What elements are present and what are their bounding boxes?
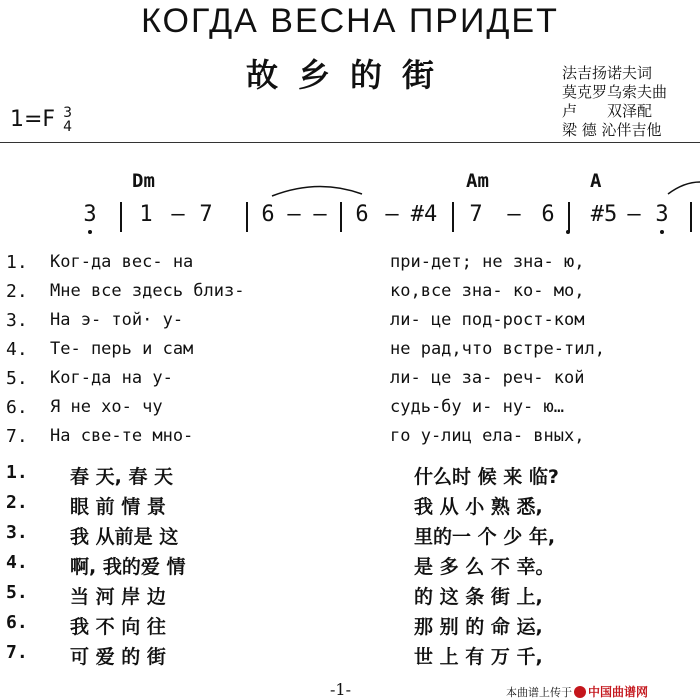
- lyric-second-half: ко,все зна- ко- мо,: [390, 281, 585, 301]
- note: 1: [139, 202, 153, 227]
- lyric-first-half: На све-те мно-: [50, 426, 194, 446]
- note: 7: [199, 202, 213, 227]
- note: #4: [410, 202, 438, 227]
- page-number: -1-: [330, 680, 351, 699]
- dash-note: —: [507, 202, 521, 227]
- site-logo-icon: [574, 686, 586, 698]
- time-top: 3: [63, 105, 73, 121]
- lyric-line: [0, 612, 700, 640]
- bar-line: [568, 202, 570, 232]
- lyric-first-half: Ког-да на у-: [50, 368, 173, 388]
- chord-dm: Dm: [132, 170, 155, 192]
- lyric-first-half: На э- той· у-: [50, 310, 184, 330]
- dash-note: —: [287, 202, 301, 227]
- credits-block: [562, 64, 667, 140]
- note: 7: [469, 202, 483, 227]
- key-label: 1=F: [10, 107, 56, 132]
- lyric-second-half: 什么时 候 来 临?: [414, 466, 559, 488]
- note: 3: [83, 202, 97, 227]
- lyric-line: [0, 582, 700, 610]
- lyric-first-half: 我 不 向 往: [70, 616, 166, 638]
- lyric-first-half: Ког-да вес- на: [50, 252, 194, 272]
- lyric-second-half: ли- це за- реч- кой: [390, 368, 585, 388]
- verse-number: 7.: [6, 426, 28, 447]
- lyric-second-half: 那 别 的 命 运,: [414, 616, 543, 638]
- lyric-second-half: 是 多 么 不 幸。: [414, 556, 555, 578]
- lyric-second-half: судь-бу и- ну- ю…: [390, 397, 564, 417]
- octave-dot: [660, 230, 664, 234]
- time-bottom: 4: [63, 119, 73, 135]
- site-prefix: 本曲谱上传于: [506, 686, 572, 699]
- note: 3: [655, 202, 669, 227]
- lyric-line: [0, 642, 700, 670]
- lyric-first-half: 当 河 岸 边: [70, 586, 166, 608]
- lyric-line: [0, 339, 700, 367]
- lyric-line: [0, 426, 700, 454]
- key-signature: [10, 106, 72, 134]
- octave-dot: [88, 230, 92, 234]
- chord-am: Am: [466, 170, 489, 192]
- site-watermark: [506, 683, 648, 700]
- verse-number: 7.: [6, 642, 28, 663]
- lyric-second-half: не рад,что встре-тил,: [390, 339, 605, 359]
- verse-number: 3.: [6, 310, 28, 331]
- octave-dot: [566, 230, 570, 234]
- chinese-title: 故乡的街: [245, 56, 454, 94]
- note: 6: [541, 202, 555, 227]
- divider-line: [0, 142, 700, 143]
- verse-number: 2.: [6, 492, 28, 513]
- note: #5: [590, 202, 618, 227]
- lyric-line: [0, 310, 700, 338]
- bar-line: [690, 202, 692, 232]
- verse-number: 3.: [6, 522, 28, 543]
- lyric-first-half: 我 从前是 这: [70, 526, 179, 548]
- bar-line: [120, 202, 122, 232]
- lyric-line: [0, 397, 700, 425]
- lyric-second-half: 的 这 条 街 上,: [414, 586, 543, 608]
- bar-line: [340, 202, 342, 232]
- lyric-line: [0, 281, 700, 309]
- verse-number: 2.: [6, 281, 28, 302]
- lyric-first-half: Те- перь и сам: [50, 339, 194, 359]
- lyric-second-half: ли- це под-рост-ком: [390, 310, 585, 330]
- tie-arc-1: [272, 186, 362, 196]
- verse-number: 4.: [6, 552, 28, 573]
- dash-note: —: [385, 202, 399, 227]
- credit-composer: 莫克罗乌索夫曲: [562, 83, 668, 101]
- lyric-second-half: 我 从 小 熟 悉,: [414, 496, 543, 518]
- lyric-line: [0, 368, 700, 396]
- lyric-first-half: 啊, 我的爱 情: [70, 556, 186, 578]
- time-signature: [63, 106, 72, 134]
- verse-number: 1.: [6, 252, 28, 273]
- lyric-second-half: при-дет; не зна- ю,: [390, 252, 585, 272]
- note: 6: [355, 202, 369, 227]
- verse-number: 5.: [6, 582, 28, 603]
- lyric-first-half: Мне все здесь близ-: [50, 281, 245, 301]
- verse-number: 5.: [6, 368, 28, 389]
- lyric-second-half: го у-лиц ела- вных,: [390, 426, 585, 446]
- verse-number: 1.: [6, 462, 28, 483]
- bar-line: [246, 202, 248, 232]
- credit-arranger: 卢 双泽配: [562, 102, 653, 120]
- tie-arc-2: [668, 182, 700, 194]
- bar-line: [452, 202, 454, 232]
- chord-a: A: [590, 170, 602, 192]
- site-name: 中国曲谱网: [588, 685, 649, 699]
- credit-guitar: 梁 德 沁伴吉他: [562, 121, 662, 139]
- lyric-line: [0, 552, 700, 580]
- russian-title: КОГДА ВЕСНА ПРИДЕТ: [141, 2, 559, 40]
- lyric-line: [0, 492, 700, 520]
- tie-arcs: [0, 176, 700, 200]
- verse-number: 6.: [6, 612, 28, 633]
- verse-number: 4.: [6, 339, 28, 360]
- lyric-second-half: 世 上 有 万 千,: [414, 646, 543, 668]
- lyric-second-half: 里的一 个 少 年,: [414, 526, 556, 548]
- note: 6: [261, 202, 275, 227]
- notation-row: [0, 198, 700, 238]
- dash-note: —: [313, 202, 327, 227]
- lyric-first-half: 眼 前 情 景: [70, 496, 166, 518]
- lyric-line: [0, 462, 700, 490]
- dash-note: —: [171, 202, 185, 227]
- lyric-first-half: 可 爱 的 街: [70, 646, 166, 668]
- lyric-line: [0, 522, 700, 550]
- dash-note: —: [627, 202, 641, 227]
- lyric-line: [0, 252, 700, 280]
- verse-number: 6.: [6, 397, 28, 418]
- lyric-first-half: 春 天, 春 天: [70, 466, 174, 488]
- lyric-first-half: Я не хо- чу: [50, 397, 163, 417]
- credit-lyricist: 法吉扬诺夫词: [562, 64, 653, 82]
